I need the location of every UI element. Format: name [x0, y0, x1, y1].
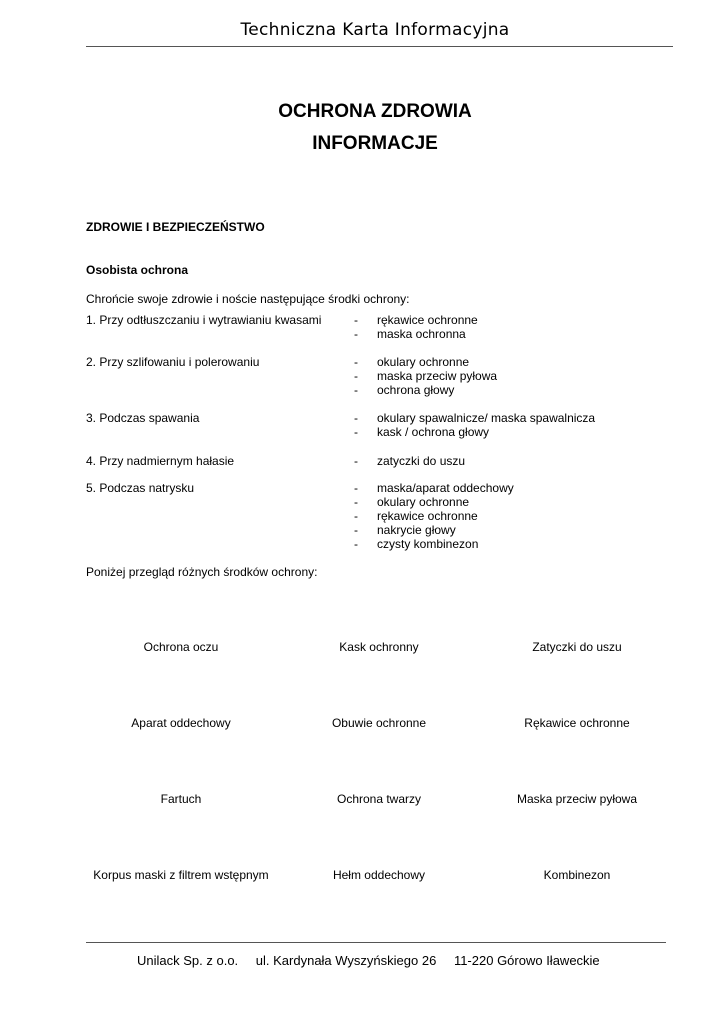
header-title: Techniczna Karta Informacyjna	[240, 20, 510, 40]
dash-bullet: -	[354, 369, 358, 383]
equipment-caption: Aparat oddechowy	[131, 716, 231, 730]
section-heading: ZDROWIE I BEZPIECZEŃSTWO	[86, 220, 265, 234]
footer-street: ul. Kardynała Wyszyńskiego 26	[255, 953, 437, 968]
dash-bullet: -	[354, 523, 358, 537]
subheading: Osobista ochrona	[86, 263, 189, 277]
measure-text: rękawice ochronne	[377, 313, 478, 327]
measure-text: okulary ochronne	[377, 355, 470, 369]
header-divider	[86, 46, 673, 47]
measure-text: maska/aparat oddechowy	[377, 481, 514, 495]
measure-text: zatyczki do uszu	[377, 454, 466, 468]
dash-bullet: -	[354, 509, 358, 523]
main-title-line1: OCHRONA ZDROWIA	[278, 101, 472, 122]
item-label: 3. Podczas spawania	[86, 411, 200, 425]
item-label: 2. Przy szlifowaniu i polerowaniu	[86, 355, 260, 369]
equipment-caption: Ochrona oczu	[143, 640, 219, 654]
dash-bullet: -	[354, 481, 358, 495]
footer-company: Unilack Sp. z o.o.	[137, 953, 239, 968]
measure-text: maska przeciw pyłowa	[377, 369, 498, 383]
equipment-caption: Rękawice ochronne	[524, 716, 630, 730]
equipment-caption: Ochrona twarzy	[336, 792, 422, 806]
measure-text: okulary spawalnicze/ maska spawalnicza	[377, 411, 596, 425]
equipment-caption: Zatyczki do uszu	[532, 640, 622, 654]
footer-divider	[86, 942, 666, 943]
dash-bullet: -	[354, 383, 358, 397]
measure-text: maska ochronna	[377, 327, 466, 341]
measure-text: ochrona głowy	[377, 383, 455, 397]
dash-bullet: -	[354, 495, 358, 509]
measure-text: kask / ochrona głowy	[377, 425, 490, 439]
equipment-caption: Maska przeciw pyłowa	[516, 792, 638, 806]
dash-bullet: -	[354, 327, 358, 341]
measure-text: rękawice ochronne	[377, 509, 478, 523]
equipment-caption: Kask ochronny	[339, 640, 419, 654]
main-title-line2: INFORMACJE	[312, 133, 438, 154]
overview-text: Poniżej przegląd różnych środków ochrony:	[86, 565, 318, 579]
dash-bullet: -	[354, 537, 358, 551]
measure-text: okulary ochronne	[377, 495, 470, 509]
item-label: 1. Przy odtłuszczaniu i wytrawianiu kwasami	[86, 313, 322, 327]
dash-bullet: -	[354, 425, 358, 439]
equipment-caption: Kombinezon	[543, 868, 611, 882]
equipment-caption: Fartuch	[160, 792, 202, 806]
item-label: 4. Przy nadmiernym hałasie	[86, 454, 235, 468]
measure-text: czysty kombinezon	[377, 537, 479, 551]
footer-address	[137, 953, 614, 968]
footer-city: 11-220 Górowo Iławeckie	[453, 953, 600, 968]
dash-bullet: -	[354, 411, 358, 425]
equipment-caption: Hełm oddechowy	[332, 868, 426, 882]
intro-text: Chrońcie swoje zdrowie i noście następujące środki ochrony:	[86, 292, 410, 306]
dash-bullet: -	[354, 313, 358, 327]
equipment-caption: Korpus maski z filtrem wstępnym	[93, 868, 269, 882]
dash-bullet: -	[354, 454, 358, 468]
dash-bullet: -	[354, 355, 358, 369]
equipment-caption: Obuwie ochronne	[331, 716, 427, 730]
measure-text: nakrycie głowy	[377, 523, 456, 537]
item-label: 5. Podczas natrysku	[86, 481, 195, 495]
